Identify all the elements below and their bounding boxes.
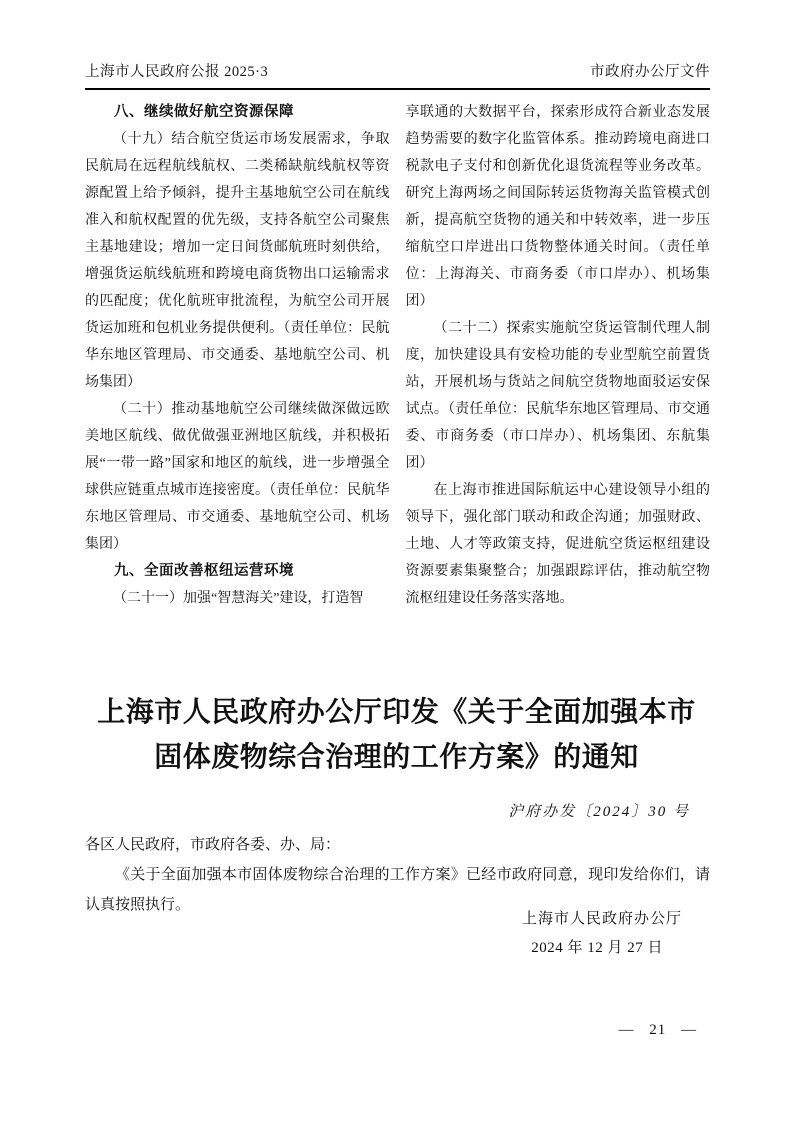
paragraph-22: （二十二）探索实施航空货运管制代理人制度，加快建设具有安检功能的专业型航空前置货站，开展机场与货站之间航空货物地面驳运安保试点。（责任单位：民航华东地区管理局、市交通委、市商务委（市口岸办）、机场集团、东航集团） [405,321,710,471]
header-divider [85,88,710,90]
page-number: — 21 — [618,1022,697,1038]
document-category: 市政府办公厅文件 [590,64,710,80]
paragraph-20: （二十）推动基地航空公司继续做深做远欧美地区航线、做优做强亚洲地区航线，并积极拓展“一带一路”国家和地区的航线，进一步增强全球供应链重点城市连接密度。（责任单位：民航华东地区管理局、市交通委、基地航空公司、机场集团） [85,402,390,552]
paragraph-21-start: （二十一）加强“智慧海关”建设，打造智 [113,591,364,606]
document-number: 沪府办发〔2024〕30 号 [508,804,690,820]
notice-title [0,690,793,780]
section-heading-8: 八、继续做好航空资源保障 [114,104,294,120]
running-header [85,60,710,81]
section-heading-9: 九、全面改善枢纽运营环境 [114,563,294,579]
paragraph-closing: 在上海市推进国际航运中心建设领导小组的领导下，强化部门联动和政企沟通；加强财政、土地、人才等政策支持，促进航空货运枢纽建设资源要素集聚整合；加强跟踪评估，推动航空物流枢纽建设任务落实落地。 [405,483,710,606]
paragraph-19: （十九）结合航空货运市场发展需求，争取民航局在远程航线航权、二类稀缺航线航权等资源配置上给予倾斜，提升主基地航空公司在航线准入和航权配置的优先级，支持各航空公司聚焦主基地建设；增加一定日间货邮航班时刻供给，增强货运航线航班和跨境电商货物出口运输需求的匹配度；优化航班审批流程，为航空公司开展货运加班和包机业务提供便利。（责任单位：民航华东地区管理局、市交通委、基地航空公司、机场集团） [85,132,390,390]
signer: 上海市人民政府办公厅 [521,911,682,927]
notice-title-line2: 固体废物综合治理的工作方案》的通知 [154,742,639,773]
left-column [85,99,390,612]
paragraph-21-continuation: 享联通的大数据平台，探索形成符合新业态发展趋势需要的数字化监管体系。推动跨境电商进口税款电子支付和创新优化退货流程等业务改革。研究上海两场之间国际转运货物海关监管模式创新，提高航空货物的通关和中转效率，进一步压缩航空口岸进出口货物整体通关时间。（责任单位：上海海关、市商务委（市口岸办）、机场集团） [405,105,710,309]
sign-date: 2024 年 12 月 27 日 [531,940,663,956]
signature-block [85,905,793,963]
letter-body: 《关于全面加强本市固体废物综合治理的工作方案》已经市政府同意，现印发给你们，请认真按照执行。 [85,867,710,913]
article-columns [85,99,710,612]
gazette-title: 上海市人民政府公报 2025·3 [85,64,269,80]
right-column [406,99,711,612]
salutation: 各区人民政府，市政府各委、办、局： [85,837,341,853]
notice-title-line1: 上海市人民政府办公厅印发《关于全面加强本市 [97,697,696,728]
